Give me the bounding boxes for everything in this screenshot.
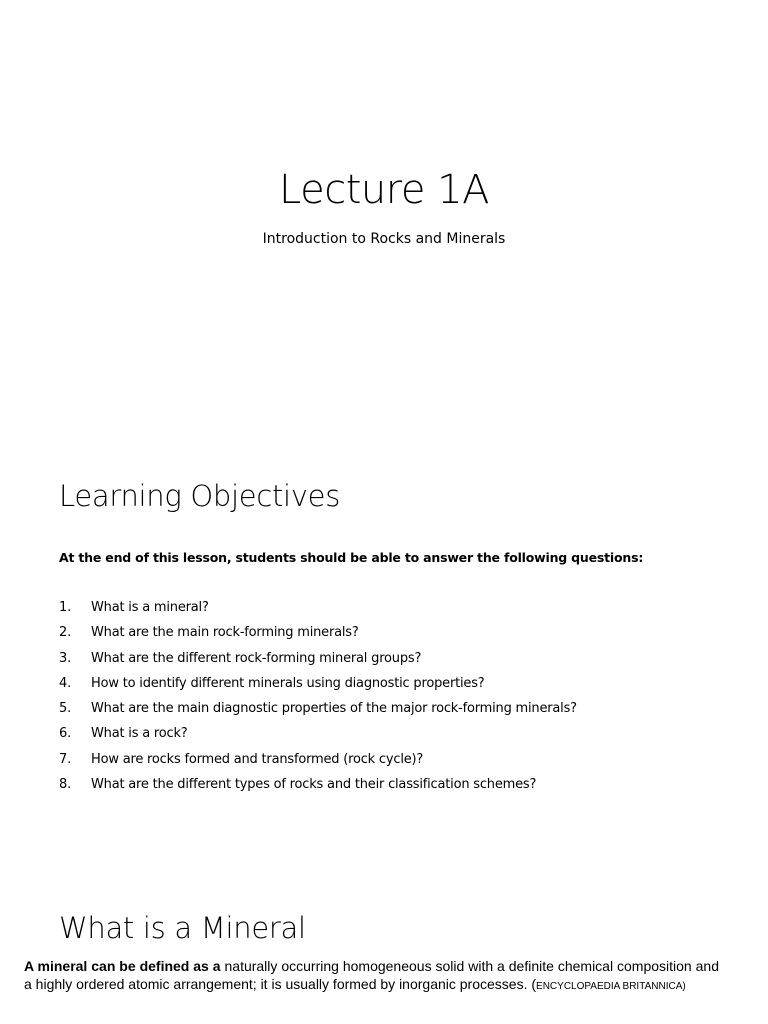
list-item-text: How are rocks formed and transformed (rock cycle)? — [91, 751, 424, 767]
list-item-number: 3. — [59, 650, 72, 666]
list-item-number: 8. — [59, 777, 72, 793]
definition-source: ENCYCLOPAEDIA BRITANNICA) — [536, 980, 686, 992]
list-item-text: What are the main rock-forming minerals? — [91, 625, 359, 641]
list-item — [59, 724, 577, 749]
lecture-subtitle: Introduction to Rocks and Minerals — [262, 231, 506, 247]
definition-text: naturally occurring homogeneous solid with a definite chemical composition and a highly ordered atomic arrangement; it is usually formed by inorganic processes. ( — [24, 958, 719, 992]
list-item — [59, 598, 577, 623]
list-item — [59, 750, 577, 775]
list-item — [59, 674, 577, 699]
list-item-text: What is a rock? — [91, 726, 188, 742]
list-item-number: 1. — [59, 600, 72, 615]
list-item-number: 4. — [59, 675, 72, 691]
list-item-text: What are the main diagnostic properties of the major rock-forming minerals? — [91, 701, 577, 717]
mineral-definition — [24, 958, 719, 995]
lecture-title: Lecture 1A — [279, 167, 489, 213]
list-item-text: What are the different types of rocks and their classification schemes? — [91, 777, 537, 793]
list-item-number: 2. — [59, 625, 72, 641]
list-item-number: 6. — [59, 726, 72, 742]
what-is-a-mineral-heading: What is a Mineral — [59, 911, 306, 945]
list-item-number: 7. — [59, 751, 72, 767]
list-item-text: What is a mineral? — [91, 600, 209, 615]
list-item — [59, 699, 577, 724]
objectives-list — [59, 598, 577, 800]
list-item-number: 5. — [59, 701, 72, 717]
definition-lead: A mineral can be defined as a — [24, 958, 221, 974]
learning-objectives-heading: Learning Objectives — [59, 479, 341, 513]
list-item — [59, 649, 577, 674]
list-item-text: What are the different rock-forming mineral groups? — [91, 650, 422, 666]
list-item-text: How to identify different minerals using diagnostic properties? — [91, 675, 485, 691]
list-item — [59, 775, 577, 800]
objectives-intro: At the end of this lesson, students should be able to answer the following questions: — [59, 550, 644, 565]
list-item — [59, 623, 577, 648]
